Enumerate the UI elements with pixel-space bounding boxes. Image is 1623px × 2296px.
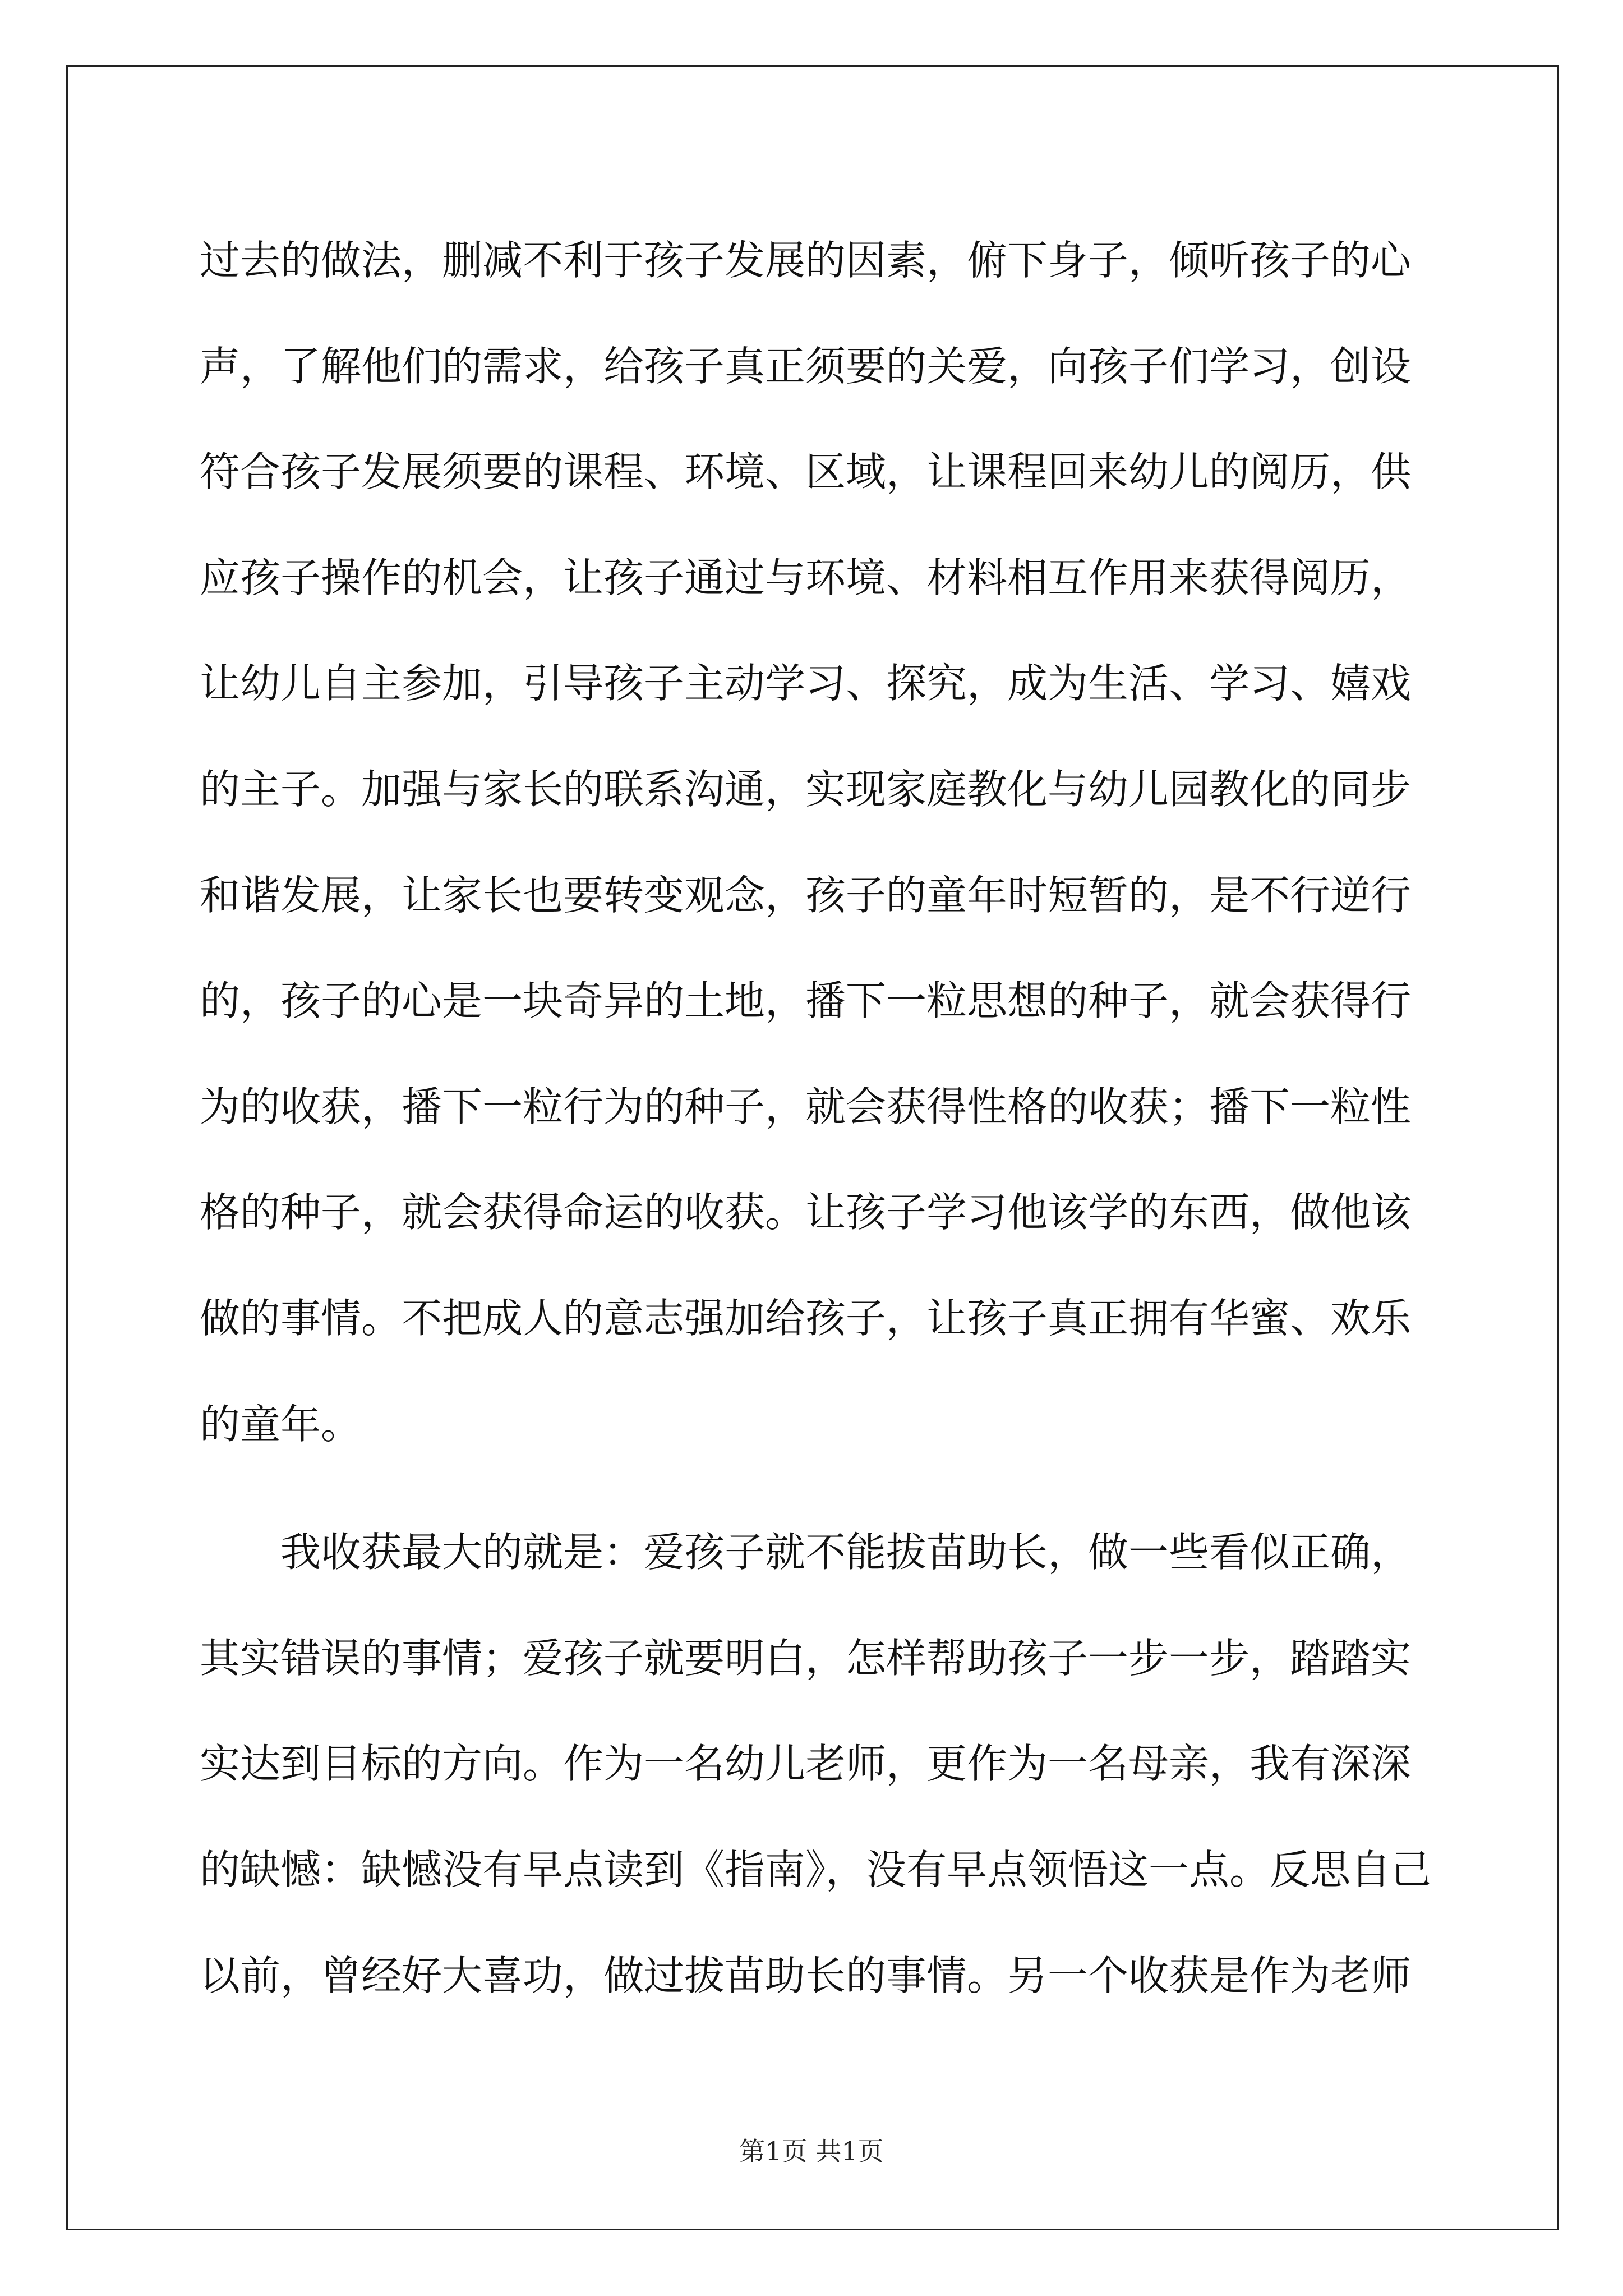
text-line: 过去的做法，删减不利于孩子发展的因素，俯下身子，倾听孩子的心 <box>200 237 1412 284</box>
text-line: 符合孩子发展须要的课程、环境、区域，让课程回来幼儿的阅历，供 <box>200 448 1412 496</box>
text-line: 为的收获，播下一粒行为的种子，就会获得性格的收获；播下一粒性 <box>200 1083 1412 1130</box>
text-line: 其实错误的事情；爱孩子就要明白，怎样帮助孩子一步一步，踏踏实 <box>200 1634 1412 1682</box>
text-line: 我收获最大的就是：爱孩子就不能拔苗助长，做一些看似正确， <box>280 1529 1412 1576</box>
text-line: 和谐发展，让家长也要转变观念，孩子的童年时短暂的，是不行逆行 <box>200 871 1412 919</box>
text-line: 做的事情。不把成人的意志强加给孩子，让孩子真正拥有华蜜、欢乐 <box>200 1294 1412 1342</box>
text-line: 声，了解他们的需求，给孩子真正须要的关爱，向孩子们学习，创设 <box>200 342 1412 390</box>
text-line: 的主子。加强与家长的联系沟通，实现家庭教化与幼儿园教化的同步 <box>200 765 1412 813</box>
text-line: 实达到目标的方向。作为一名幼儿老师，更作为一名母亲，我有深深 <box>200 1740 1412 1788</box>
paragraph-1 <box>200 208 1433 1477</box>
text-line: 让幼儿自主参加，引导孩子主动学习、探究，成为生活、学习、嬉戏 <box>200 660 1412 707</box>
page-number-footer: 第1页 共1页 <box>739 2136 884 2166</box>
paragraph-2 <box>200 1499 1433 2028</box>
document-body <box>200 208 1433 2028</box>
text-line: 格的种子，就会获得命运的收获。让孩子学习他该学的东西，做他该 <box>200 1189 1412 1236</box>
text-line: 应孩子操作的机会，让孩子通过与环境、材料相互作用来获得阅历， <box>200 554 1412 601</box>
text-line: 的，孩子的心是一块奇异的土地，播下一粒思想的种子，就会获得行 <box>200 977 1412 1025</box>
text-line: 以前，曾经好大喜功，做过拔苗助长的事情。另一个收获是作为老师 <box>200 1952 1412 1999</box>
text-line: 的缺憾：缺憾没有早点读到《指南》，没有早点领悟这一点。反思自己 <box>200 1846 1432 1893</box>
text-line: 的童年。 <box>200 1400 362 1448</box>
